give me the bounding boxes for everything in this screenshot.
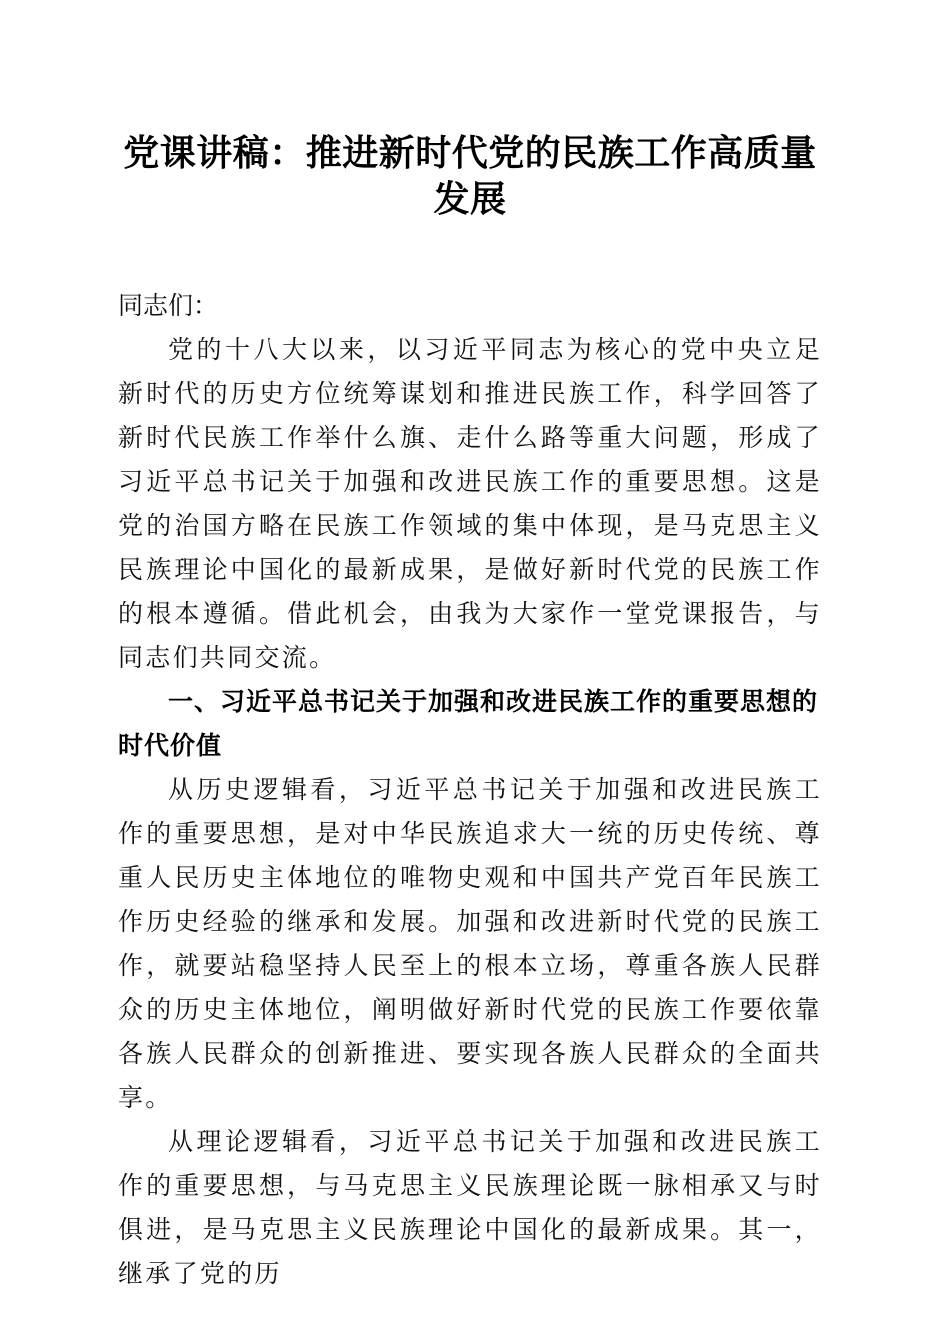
- intro-paragraph: 党的十八大以来，以习近平同志为核心的党中央立足新时代的历史方位统筹谋划和推进民族工作，科学回答了新时代民族工作举什么旗、走什么路等重大问题，形成了习近平总书记关于加强和改进民族工作的重要思想。这是党的治国方略在民族工作领域的集中体现，是马克思主义民族理论中国化的最新成果，是做好新时代党的民族工作的根本遵循。借此机会，由我为大家作一堂党课报告，与同志们共同交流。: [118, 335, 822, 672]
- section-paragraph-history: 从历史逻辑看，习近平总书记关于加强和改进民族工作的重要思想，是对中华民族追求大一统的历史传统、尊重人民历史主体地位的唯物史观和中国共产党百年民族工作历史经验的继承和发展。加强和改进新时代党的民族工作，就要站稳坚持人民至上的根本立场，尊重各族人民群众的历史主体地位，阐明做好新时代党的民族工作要依靠各族人民群众的创新推进、要实现各族人民群众的全面共享。: [118, 775, 822, 1112]
- section-paragraph-theory: 从理论逻辑看，习近平总书记关于加强和改进民族工作的重要思想，与马克思主义民族理论既一脉相承又与时俱进，是马克思主义民族理论中国化的最新成果。其一，继承了党的历: [118, 1127, 822, 1288]
- document-title: 党课讲稿：推进新时代党的民族工作高质量发展: [123, 132, 817, 220]
- section-heading: 一、习近平总书记关于加强和改进民族工作的重要思想的时代价值: [118, 687, 819, 760]
- salutation: 同志们：: [118, 291, 219, 320]
- document-body: [118, 130, 822, 1296]
